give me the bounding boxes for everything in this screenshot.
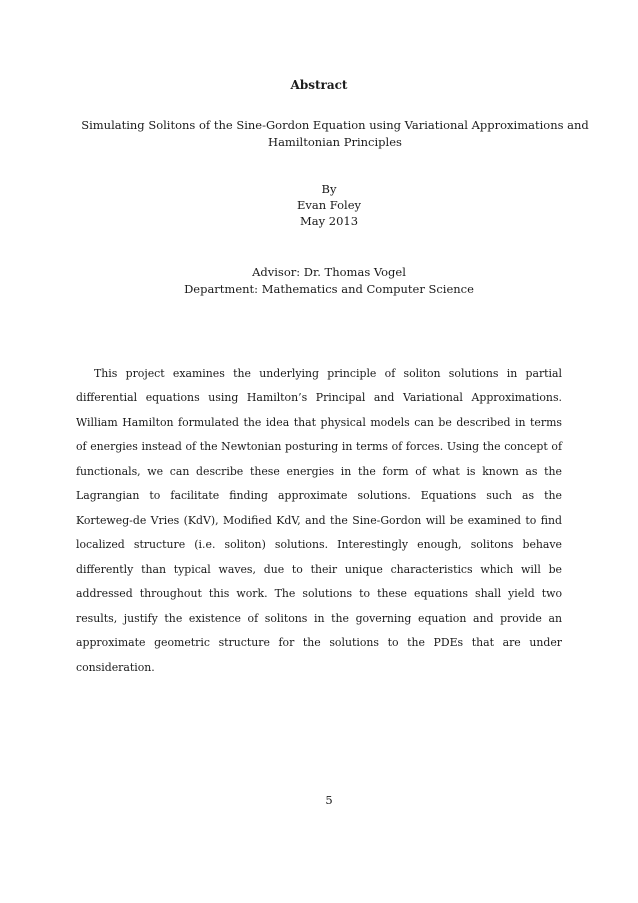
department-line: Department: Mathematics and Computer Science [184,282,474,296]
byline-block [10,181,638,229]
page-number: 5 [325,793,333,807]
abstract-heading: Abstract [290,78,348,92]
abstract-paragraph: This project examines the underlying principle of soliton solutions in partial differential equations using Hamilton’s Principal and Variational Approximations. William Hamilton formulated the idea that physical models can be described in terms of energies instead of the Newtonian posturing in terms of forces. Using the concept of functionals, we can describe these energies in the form of what is known as the Lagrangian to facilitate finding approximate solutions. Equations such as the Korteweg-de Vries (KdV), Modified KdV, and the Sine-Gordon will be examined to find localized structure (i.e. soliton) solutions. Interestingly enough, solitons behave differently than typical waves, due to their unique characteristics which will be addressed throughout this work. The solutions to these equations shall yield two results, justify the existence of solitons in the governing equation and provide an approximate geometric structure for the solutions to the PDEs that are under consideration. [76,366,562,674]
advisor-line: Advisor: Dr. Thomas Vogel [252,265,406,279]
by-label: By [321,182,337,196]
date-line: May 2013 [299,214,359,228]
advisor-block [10,264,638,298]
author-name: Evan Foley [296,198,362,212]
thesis-title: Simulating Solitons of the Sine-Gordon Equation using Variational Approximations and Hamiltonian Principles [81,118,589,149]
